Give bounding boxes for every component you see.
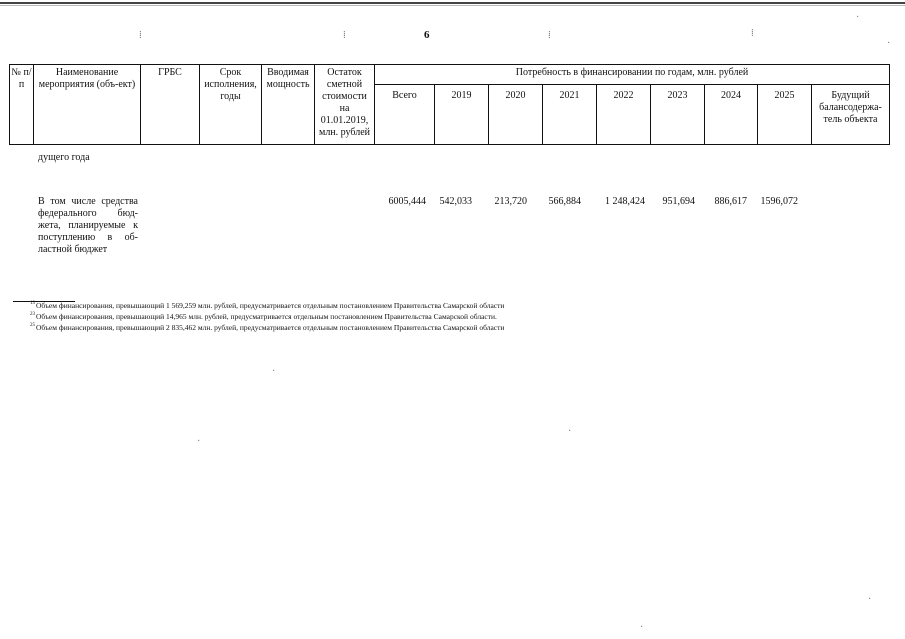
row-value-2024: 886,617 xyxy=(714,196,747,207)
header-grbs: ГРБС xyxy=(141,65,200,145)
scan-speck: · xyxy=(868,594,872,605)
header-num: № п/п xyxy=(10,65,34,145)
header-remainder: Остаток сметной стоимости на 01.01.2019, млн. рублей xyxy=(315,65,375,145)
header-future-holder: Будущий балансодержа-тель объекта xyxy=(812,85,890,145)
row-value-2022: 1 248,424 xyxy=(605,196,645,207)
scan-speck: · xyxy=(272,366,276,377)
header-year-2021: 2021 xyxy=(543,85,597,145)
header-financing-group: Потребность в финансировании по годам, млн. рублей xyxy=(375,65,890,85)
footnote-mark: 13 xyxy=(30,301,35,306)
footnote xyxy=(30,301,504,310)
row-value-2019: 542,033 xyxy=(439,196,472,207)
header-year-2023: 2023 xyxy=(651,85,705,145)
header-name: Наименование мероприятия (объ-ект) xyxy=(34,65,141,145)
header-year-2022: 2022 xyxy=(597,85,651,145)
footnote xyxy=(30,323,504,332)
header-capacity: Вводимая мощность xyxy=(262,65,315,145)
row-value-total: 6005,444 xyxy=(388,196,426,207)
row-value-2021: 566,884 xyxy=(548,196,581,207)
scan-speck: · xyxy=(640,622,644,633)
row-value-2023: 951,694 xyxy=(662,196,695,207)
scan-speck: · xyxy=(197,436,201,447)
footnote-text: Объем финансирования, превышающий 2 835,462 млн. рублей, предусматривается отдельным постановлением Правительства Самарской области xyxy=(36,323,505,332)
header-total: Всего xyxy=(375,85,435,145)
scan-speck: · xyxy=(856,12,860,23)
header-year-2025: 2025 xyxy=(758,85,812,145)
header-year-2019: 2019 xyxy=(435,85,489,145)
footnote xyxy=(30,312,497,321)
footnote-mark: 25 xyxy=(30,323,35,328)
scan-speck: · xyxy=(887,38,891,49)
header-year-2024: 2024 xyxy=(705,85,758,145)
header-year-2020: 2020 xyxy=(489,85,543,145)
footnote-text: Объем финансирования, превышающий 1 569,259 млн. рублей, предусматривается отдельным постановлением Правительства Самарской области xyxy=(36,301,505,310)
footnote-mark: 23 xyxy=(30,312,35,317)
federal-funds-row-label: В том числе средства федерального бюд-жета, планируемые к поступлению в об-ластной бюджет xyxy=(38,196,138,255)
continuation-text: дущего года xyxy=(38,152,90,163)
row-value-2020: 213,720 xyxy=(494,196,527,207)
scan-speck: ⁞ xyxy=(343,30,346,41)
scan-top-border xyxy=(0,2,905,4)
footnote-text: Объем финансирования, превышающий 14,965 млн. рублей, предусматривается отдельным постановлением Правительства Самарской области. xyxy=(36,312,497,321)
scan-speck: · xyxy=(568,426,572,437)
scan-speck: ⁞ xyxy=(548,30,551,41)
row-value-2025: 1596,072 xyxy=(760,196,798,207)
scan-top-border-faint xyxy=(0,5,905,6)
page-number: 6 xyxy=(424,29,430,41)
header-term: Срок исполнения, годы xyxy=(200,65,262,145)
financing-table-header xyxy=(9,64,890,145)
scan-speck: ⁞ xyxy=(139,30,142,41)
scan-speck: ⁞ xyxy=(751,28,754,39)
